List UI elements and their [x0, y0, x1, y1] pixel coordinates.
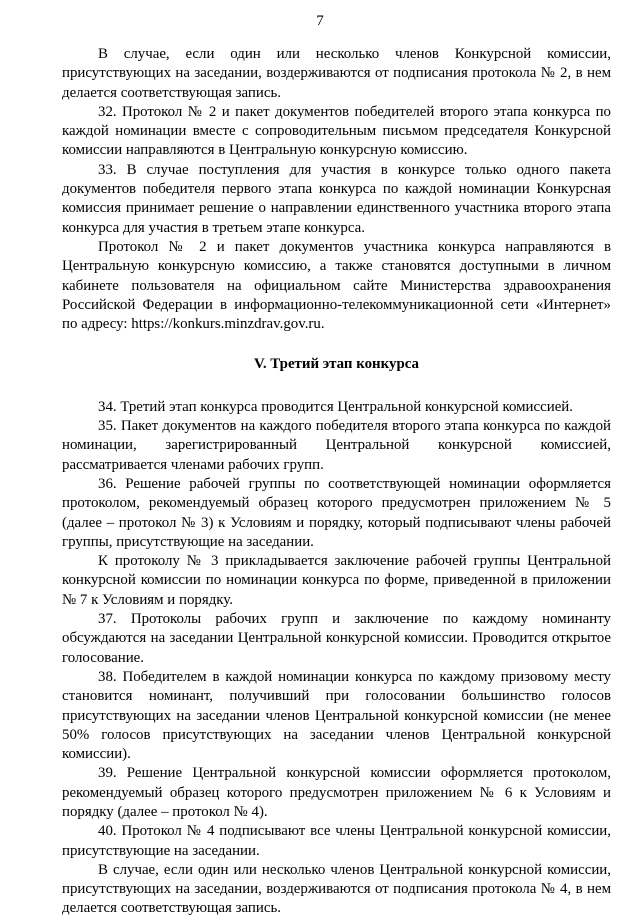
paragraph-38: 38. Победителем в каждой номинации конкурса по каждому призовому месту становится номинант, получивший при голосовании большинство голосов присутствующих на заседании членов Центральной конкурсной комиссии (не менее 50% голосов присутствующих на заседании членов Центральной конкурсной комиссии). [62, 668, 611, 763]
section-heading: V. Третий этап конкурса [254, 356, 419, 373]
paragraph-32: 32. Протокол № 2 и пакет документов победителей второго этапа конкурса по каждой номинации вместе с сопроводительным письмом председателя Конкурсной комиссии направляются в Центральную конкурсную комиссию. [62, 103, 611, 159]
paragraph-33: 33. В случае поступления для участия в конкурсе только одного пакета документов победителя первого этапа конкурса по каждой номинации Конкурсная комиссия принимает решение о направлении единственного участника второго этапа конкурса для участия в третьем этапе конкурса. [62, 161, 611, 236]
paragraph-36: 36. Решение рабочей группы по соответствующей номинации оформляется протоколом, рекомендуемый образец которого предусмотрен приложением № 5 (далее – протокол № 3) к Условиям и порядку, который подписывают члены рабочей группы, присутствующие на заседании. [62, 475, 611, 550]
paragraph-protocol-2-delivery: Протокол № 2 и пакет документов участника конкурса направляются в Центральную конкурсную комиссию, а также становятся доступными в личном кабинете пользователя на официальном сайте Министерства здравоохранения Российской Федерации в информационно-телекоммуникационной сети «Интернет» по адресу: https://konkurs.minzdrav.gov.ru. [62, 238, 611, 333]
paragraph-abstention-protocol-2: В случае, если один или несколько членов Конкурсной комиссии, присутствующих на заседании, воздерживаются от подписания протокола № 2, в нем делается соответствующая запись. [62, 46, 611, 101]
paragraph-39: 39. Решение Центральной конкурсной комиссии оформляется протоколом, рекомендуемый образец которого предусмотрен приложением № 6 к Условиям и порядку (далее – протокол № 4). [62, 765, 611, 820]
paragraph-abstention-protocol-4: В случае, если один или несколько членов Центральной конкурсной комиссии, присутствующих на заседании, воздерживаются от подписания протокола № 4, в нем делается соответствующая запись. [62, 861, 611, 917]
paragraph-37: 37. Протоколы рабочих групп и заключение по каждому номинанту обсуждаются на заседании Центральной конкурсной комиссии. Проводится открытое голосование. [62, 611, 611, 666]
paragraph-40: 40. Протокол № 4 подписывают все члены Центральной конкурсной комиссии, присутствующие на заседании. [62, 823, 611, 859]
page-number: 7 [316, 13, 324, 29]
paragraph-35: 35. Пакет документов на каждого победителя второго этапа конкурса по каждой номинации, зарегистрированный Центральной конкурсной комиссией, рассматривается членами рабочих групп. [62, 418, 611, 473]
paragraph-34: 34. Третий этап конкурса проводится Центральной конкурсной комиссией. [98, 398, 573, 415]
paragraph-protocol-3-attachment: К протоколу № 3 прикладывается заключение рабочей группы Центральной конкурсной комиссии по номинации конкурса по форме, приведенной в приложении № 7 к Условиям и порядку. [62, 553, 611, 608]
document-body [62, 45, 611, 919]
